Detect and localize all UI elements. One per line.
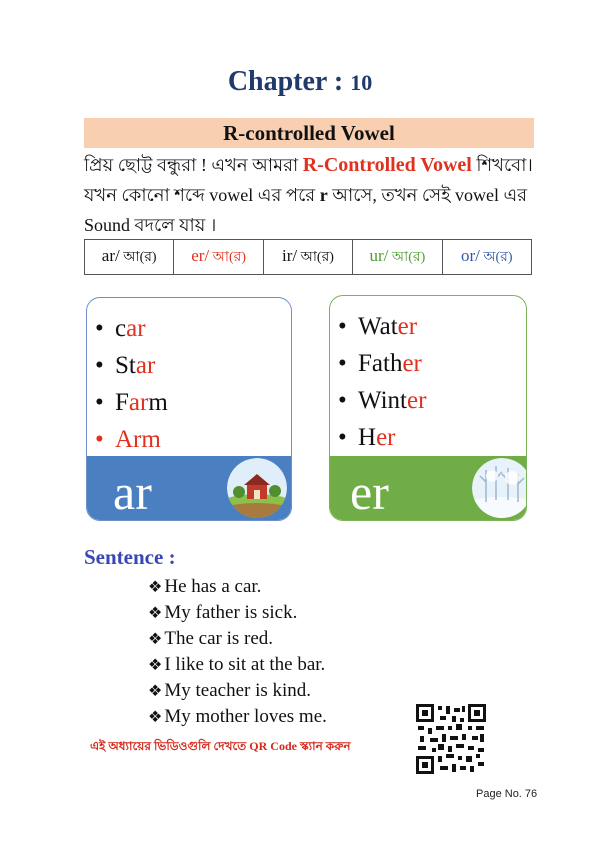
ar-word-card bbox=[86, 297, 292, 521]
ar-band-label: ar bbox=[113, 464, 152, 520]
sound-table bbox=[84, 239, 532, 275]
chapter-number: 10 bbox=[350, 70, 373, 95]
diamond-bullet-icon: ❖ bbox=[148, 605, 163, 622]
list-item: ❖ He has a car. bbox=[148, 576, 262, 597]
sound-cell-or: or/ অ(র) bbox=[442, 240, 531, 275]
intro-text-3: আসে, তখন সেই vowel এর Sound বদলে যায় । bbox=[84, 185, 528, 235]
list-item: • Her bbox=[338, 424, 396, 451]
diamond-bullet-icon: ❖ bbox=[148, 631, 163, 648]
diamond-bullet-icon: ❖ bbox=[148, 657, 163, 674]
list-item: • Farm bbox=[95, 389, 168, 416]
list-item: • Winter bbox=[338, 387, 427, 414]
intro-paragraph bbox=[84, 150, 536, 240]
list-item: • Star bbox=[95, 352, 156, 379]
chapter-label: Chapter : bbox=[227, 66, 344, 97]
sentence-heading: Sentence : bbox=[84, 545, 176, 569]
sound-cell-ar: ar/ আ(র) bbox=[85, 240, 174, 275]
chapter-title bbox=[0, 66, 600, 98]
er-band bbox=[330, 456, 526, 520]
list-item: • Water bbox=[338, 313, 418, 340]
ar-word-list bbox=[95, 310, 168, 458]
sentence-list bbox=[148, 574, 327, 730]
topic-banner: R-controlled Vowel bbox=[84, 118, 534, 148]
page-number: Page No. 76 bbox=[476, 788, 538, 800]
diamond-bullet-icon: ❖ bbox=[148, 579, 163, 596]
er-word-card bbox=[329, 295, 527, 521]
qr-code-icon[interactable] bbox=[416, 704, 486, 774]
er-band-label: er bbox=[350, 464, 389, 520]
qr-instruction: এই অধ্যায়ের ভিডিওগুলি দেখতে QR Code স্ক্যান করুন bbox=[90, 739, 351, 753]
list-item: • car bbox=[95, 315, 146, 342]
er-word-list bbox=[338, 308, 426, 456]
list-item: • Father bbox=[338, 350, 422, 377]
ar-band bbox=[87, 456, 291, 520]
sound-cell-ur: ur/ আ(র) bbox=[353, 240, 442, 275]
list-item: ❖ My teacher is kind. bbox=[148, 680, 312, 701]
intro-r-letter: r bbox=[319, 185, 328, 205]
list-item: ❖ My father is sick. bbox=[148, 602, 298, 623]
farm-barn-icon bbox=[227, 458, 287, 518]
diamond-bullet-icon: ❖ bbox=[148, 683, 163, 700]
intro-highlight: R-Controlled Vowel bbox=[302, 154, 472, 176]
intro-text-2: শিখবো। যখন কোনো শব্দে vowel এর পরে bbox=[84, 155, 533, 205]
sound-cell-er: er/ আ(র) bbox=[174, 240, 263, 275]
list-item: ❖ I like to sit at the bar. bbox=[148, 654, 326, 675]
diamond-bullet-icon: ❖ bbox=[148, 709, 163, 726]
sound-cell-ir: ir/ আ(র) bbox=[263, 240, 352, 275]
list-item: ❖ My mother loves me. bbox=[148, 706, 327, 727]
intro-text-1: প্রিয় ছোট্ট বন্ধুরা ! এখন আমরা bbox=[84, 155, 303, 175]
winter-trees-icon bbox=[472, 458, 527, 518]
list-item: • Arm bbox=[95, 426, 161, 453]
list-item: ❖ The car is red. bbox=[148, 628, 274, 649]
